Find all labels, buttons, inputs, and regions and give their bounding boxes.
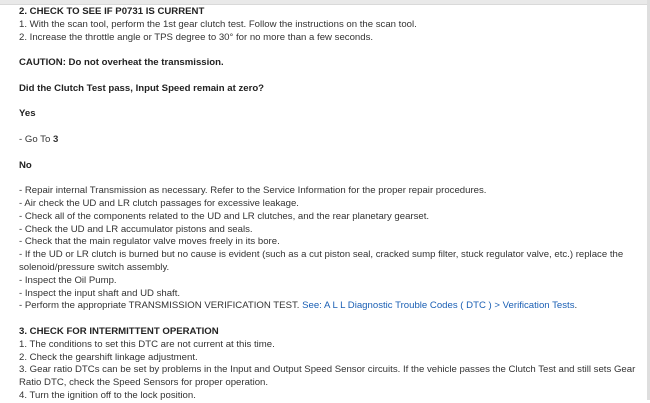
step2-heading: 2. CHECK TO SEE IF P0731 IS CURRENT [19, 6, 205, 17]
step3-heading: 3. CHECK FOR INTERMITTENT OPERATION [19, 325, 219, 337]
no-item-4: - Check the UD and LR accumulator pistons and seals. [19, 223, 253, 235]
no-item-9 [19, 300, 639, 313]
step3-item-4: 4. Turn the ignition off to the lock position. [19, 389, 196, 401]
no-item-1: - Repair internal Transmission as necessary. Refer to the Service Information for the proper repair procedures. [19, 185, 487, 197]
step3-item-2: 2. Check the gearshift linkage adjustment. [19, 351, 198, 363]
verification-tests-link[interactable]: See: A L L Diagnostic Trouble Codes ( DTC ) > Verification Tests [302, 300, 575, 312]
no-item-8: - Inspect the input shaft and UD shaft. [19, 287, 181, 299]
question-text: Did the Clutch Test pass, Input Speed remain at zero? [19, 82, 265, 94]
caution-note: CAUTION: Do not overheat the transmission. [19, 57, 224, 69]
no-item-9-text: - Perform the appropriate TRANSMISSION VERIFICATION TEST. [19, 300, 303, 312]
yes-action-prefix: - Go To [19, 133, 53, 145]
no-item-7: - Inspect the Oil Pump. [19, 274, 117, 286]
step3-item-3: 3. Gear ratio DTCs can be set by problems in the Input and Output Speed Sensor circuits. If the vehicle passes the Clutch Test and still sets Gear Ratio DTC, check the Speed Sensors for proper operation. [19, 364, 636, 389]
yes-action [19, 134, 639, 147]
no-label: No [19, 159, 32, 171]
no-item-2: - Air check the UD and LR clutch passages for excessive leakage. [19, 197, 299, 209]
no-item-9-period: . [574, 300, 578, 312]
step3-item-1: 1. The conditions to set this DTC are not current at this time. [19, 338, 275, 350]
yes-label: Yes [19, 108, 36, 120]
no-item-6: - If the UD or LR clutch is burned but no cause is evident (such as a cut piston seal, cracked sump filter, stuck regulator valve, etc.) replace the solenoid/pressure switch assembly. [19, 249, 624, 273]
document-body [19, 6, 639, 403]
step2-item-1: 1. With the scan tool, perform the 1st gear clutch test. Follow the instructions on the scan tool. [19, 18, 417, 30]
top-frame-bar [0, 0, 650, 5]
no-item-5: - Check that the main regulator valve moves freely in its bore. [19, 236, 280, 248]
step2-item-2: 2. Increase the throttle angle or TPS degree to 30° for no more than a few seconds. [19, 31, 374, 43]
no-item-3: - Check all of the components related to the UD and LR clutches, and the rear planetary gearset. [19, 210, 430, 222]
goto-step-link[interactable]: 3 [52, 133, 59, 145]
